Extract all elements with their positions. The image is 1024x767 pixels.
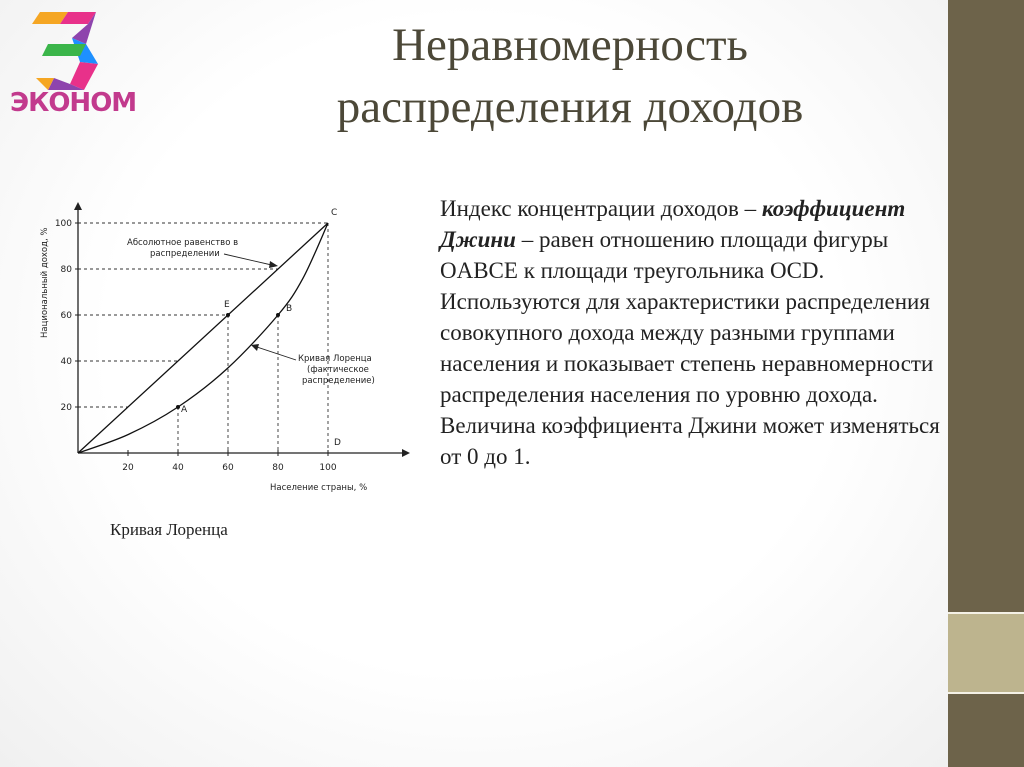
side-bar: [948, 0, 1024, 767]
equality-annotation-arrow: [224, 254, 276, 266]
point-label-b: B: [286, 304, 293, 314]
point-e: [226, 313, 230, 317]
x-tick-label: 40: [172, 463, 184, 473]
lorenz-annotation-arrow: [254, 346, 296, 360]
y-tick-label: 40: [60, 357, 72, 367]
x-tick-label: 100: [319, 463, 337, 473]
y-axis-label: Национальный доход, %: [40, 227, 50, 338]
lorenz-annotation-2: (фактическое: [307, 365, 369, 375]
lorenz-annotation-3: распределение): [302, 376, 375, 386]
equality-annotation-1: Абсолютное равенство в: [127, 238, 239, 248]
y-tick-label: 100: [54, 219, 72, 229]
y-tick-label: 20: [60, 403, 72, 413]
side-bar-accent: [948, 614, 1024, 692]
point-label-e: E: [224, 300, 230, 310]
point-label-c: C: [331, 208, 338, 218]
chart-caption: Кривая Лоренца: [110, 520, 228, 539]
side-bar-divider-bottom: [948, 692, 1024, 694]
point-label-d: D: [334, 438, 341, 448]
equality-annotation-arrowhead: [269, 261, 278, 268]
lorenz-annotation-arrowhead: [251, 344, 259, 351]
x-tick-label: 60: [222, 463, 234, 473]
lorenz-annotation-1: Кривая Лоренца: [298, 354, 372, 364]
gini-term: коэффициент Джини: [440, 196, 906, 252]
y-tick-label: 80: [60, 265, 72, 275]
x-axis-arrow: [402, 449, 410, 457]
y-axis-arrow: [74, 202, 82, 210]
body-text: [440, 193, 940, 472]
paragraph-range: Величина коэффициента Джини может изменяться от 0 до 1.: [440, 413, 940, 469]
title-line-2: распределения доходов: [336, 81, 804, 133]
title-line-1: Неравномерность: [392, 19, 748, 71]
point-b: [276, 313, 280, 317]
lorenz-chart: [30, 200, 420, 500]
paragraph-usage: Используются для характеристики распределения совокупного дохода между разными группами населения и показывает степень неравномерности распределения населения по уровню дохода.: [440, 289, 934, 407]
slide-title: [200, 14, 940, 138]
y-tick-label: 60: [60, 311, 72, 321]
logo-text: ЭКОНОМ: [10, 88, 137, 118]
point-label-a: A: [181, 405, 188, 415]
paragraph-gini-definition: Индекс концентрации доходов – коэффициент Джини – равен отношению площади фигуры OABCE к площади треугольника OCD.: [440, 196, 906, 283]
x-axis-label: Население страны, %: [270, 483, 368, 493]
equality-annotation-2: распределении: [150, 249, 220, 259]
point-a: [176, 405, 180, 409]
x-tick-label: 20: [122, 463, 134, 473]
x-tick-label: 80: [272, 463, 284, 473]
